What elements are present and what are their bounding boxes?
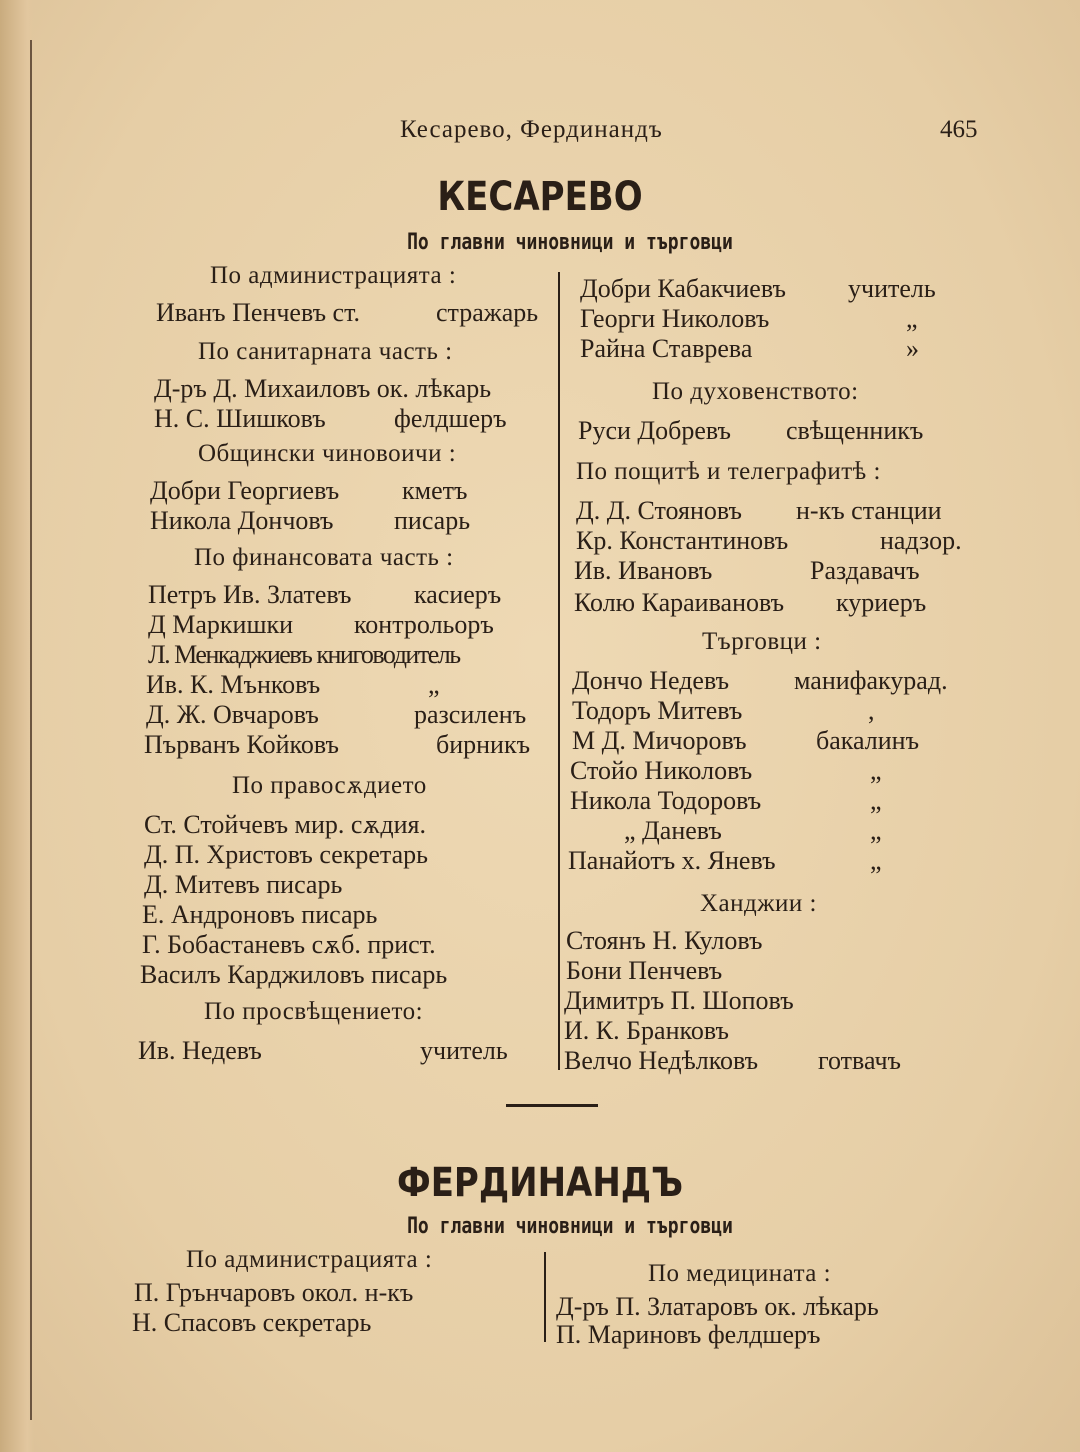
heading-sanitary: По санитарната часть : [198, 338, 453, 365]
page-edge-line [30, 40, 32, 1420]
column-divider [544, 1252, 546, 1342]
section-title-ferdinand: ФЕРДИНАНДЪ [396, 1160, 684, 1206]
section-subtitle-kesarevo: По главни чиновници и търговци [407, 230, 733, 255]
running-title: Кесарево, Фердинандъ [400, 116, 663, 143]
heading-municipal: Общински чиновоичи : [198, 440, 457, 467]
book-binding-shadow [0, 0, 34, 1452]
heading-education: По просвѣщението: [204, 998, 424, 1025]
section-title-kesarevo: КЕСАРЕВО [437, 174, 643, 220]
column-divider [558, 272, 560, 1070]
heading-innkeepers: Ханджии : [700, 890, 817, 917]
page-number: 465 [940, 116, 978, 143]
book-page: Кесарево, Фердинандъ 465 КЕСАРЕВО По главни чиновници и търговци По администрацията : Иванъ Пенчевъ ст. стражарь По санитарната часть : Д-ръ Д. Михаиловъ ок. лѣкарь Н. С. Шишковъ фелдшеръ Общински чиновоичи : Добри Георгиевъ кметъ Никола Дончовъ писарь По финансовата часть : Петръ Ив. Златевъ касиеръ Д Маркишки контрольоръ Л. Менкаджиевъ книговодитель Ив. К. Мънковъ „ Д. Ж. Овчаровъ разсиленъ Първанъ Койковъ бирникъ По правосѫдието Ст. Стойчевъ мир. сѫдия. Д. П. Христовъ секретарь Д. Митевъ писарь Е. Андроновъ писарь Г. Бобастаневъ сѫб. прист. Василъ Карджиловъ писарь По просвѣщението: Ив. Недевъ учитель Добри Кабакчиевъ учитель Георги Николовъ „ Райна Ставрева » По духовенството: Руси Добревъ свѣщенникъ По пощитѣ и телеграфитѣ : Д. Д. Стояновъ н-къ станции Кр. Константиновъ надзор. Ив. Ивановъ Раздавачъ Колю Караивановъ куриеръ Търговци : Дончо Недевъ манифакурад. Тодоръ Митевъ , М Д. Мичоровъ бакалинъ Стойо Николовъ „ Никола Тодоровъ „ „ Даневъ „ Панайотъ х. Яневъ „ Ханджии : Стоянъ Н. Куловъ Бони Пенчевъ Димитръ П. Шоповъ И. К. Бранковъ Велчо Недѣлковъ готвачъ ФЕРДИНАНДЪ По главни чиновници и търговци По администрацията : П. Грънчаровъ окол. н-къ Н. Спасовъ секретарь По медицината : Д-ръ П. Златаровъ ок. лѣкарь П. Мариновъ фелдшеръ [0, 0, 1080, 1452]
heading-clergy: По духовенството: [652, 378, 859, 405]
heading-justice: По правосѫдието [232, 772, 427, 799]
heading-medicine: По медицината : [648, 1260, 832, 1287]
heading-merchants: Търговци : [702, 628, 822, 655]
heading-administration: По администрацията : [210, 262, 457, 289]
heading-finance: По финансовата часть : [194, 544, 454, 571]
heading-post: По пощитѣ и телеграфитѣ : [576, 458, 881, 485]
heading-administration: По администрацията : [186, 1246, 433, 1273]
section-separator [506, 1104, 598, 1107]
section-subtitle-ferdinand: По главни чиновници и търговци [407, 1214, 733, 1239]
